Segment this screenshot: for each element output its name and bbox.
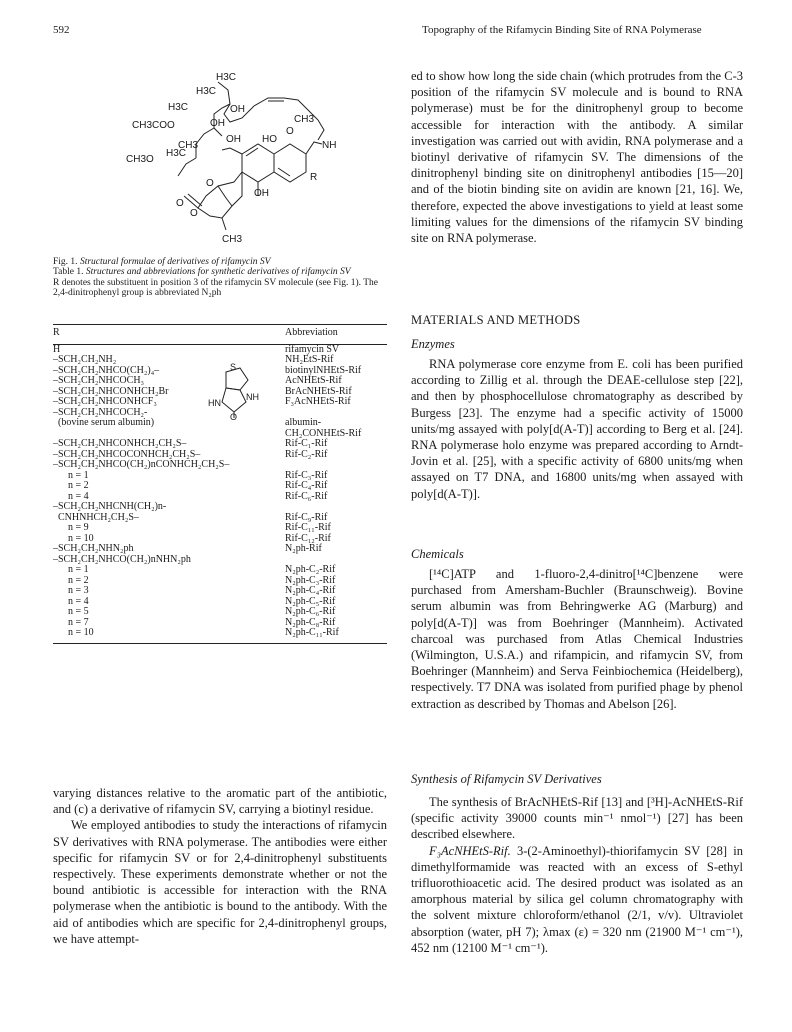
cell-abbreviation: F₃AcNHEtS-Rif (285, 396, 351, 407)
col-header-r: R (53, 325, 285, 345)
table-row (53, 544, 387, 555)
cell-substituent: n = 5 (53, 606, 89, 617)
cell-abbreviation: N₂ph-C₃-Rif (285, 574, 336, 586)
running-title: Topography of the Rifamycin Binding Site of RNA Polymerase (422, 24, 702, 36)
cell-substituent: –SCH₂CH₂NHCOCH₃ (53, 375, 145, 386)
formula-label: H3C (166, 148, 187, 159)
table-row (53, 597, 387, 608)
formula-label: O (286, 126, 294, 137)
figure-caption-lead: Fig. 1. (53, 257, 78, 267)
table-row (53, 555, 387, 566)
paragraph: varying distances relative to the aromatic part of the antibiotic, and (c) a derivative of rifamycin SV, carrying a biotinyl residue. (53, 786, 387, 817)
section-heading-methods: MATERIALS AND METHODS (411, 313, 581, 327)
paragraph: 3-(2-Aminoethyl)-thiorifamycin SV [28] in dimethylformamide was reacted with an excess of S-ethyl trifluorothioacetic acid. The desired product was isolated as an amorphous material by silica gel column chromatography with the solvent mixture chloroform/ethanol (2/1, v/v). Ultraviolet absorption (water, pH 7); λmax (ε) = 320 nm (21900 M⁻¹ cm⁻¹), 452 nm (12100 M⁻¹ cm⁻¹). (411, 843, 743, 955)
paragraph: ed to show how long the side chain (which protrudes from the C-3 position of the rifamycin SV molecule and is bound to RNA polymerase) must be for the dinitrophenyl group to become accessible for interaction with the antibody. A similar investigation was carried out with avidin, RNA polymerase and a biotinyl derivative of rifamycin SV. The dimensions of the dinitrophenyl binding site on dinitrophenyl antibodies [15—20] and of the biotin binding site on avidin are known [21, 16]. We, therefore, expected the above investigations to yield at least some limiting values for the dimensions of the rifamycin SV binding site on RNA polymerase. (411, 69, 743, 246)
cell-substituent: –SCH₂CH₂NHCO(CH₂)nCONHCH₂CH₂S– (53, 459, 230, 470)
enzymes-section (411, 356, 743, 502)
formula-label: OH (210, 118, 225, 129)
cell-abbreviation (285, 460, 387, 471)
table-title-text: Structures and abbreviations for synthetic derivatives of rifamycin SV (85, 267, 351, 277)
formula-label: R (310, 172, 318, 183)
formula-label: H3C (216, 72, 237, 83)
biotin-label: O (230, 412, 238, 420)
cell-abbreviation: albumin- (285, 417, 322, 428)
cell-abbreviation: Rif-C₃-Rif (285, 469, 328, 481)
table-row (53, 628, 387, 643)
cell-abbreviation: Rif-C₆-Rif (285, 490, 328, 502)
cell-abbreviation: N₂ph-C₈-Rif (285, 616, 336, 628)
compound-name: F₃AcNHEtS-Rif. (429, 843, 511, 858)
table-row (53, 576, 387, 587)
cell-substituent: n = 7 (53, 616, 89, 628)
cell-abbreviation: Rif-C₄-Rif (285, 480, 328, 491)
cell-substituent: –SCH₂CH₂NHCO(CH₂)nNHN₂ph (53, 553, 191, 565)
cell-abbreviation: CH₂CONHEtS-Rif (285, 427, 362, 439)
cell-substituent: –SCH₂CH₂NHCONHCH₂Br (53, 385, 169, 397)
table-row (53, 523, 387, 534)
cell-substituent: –SCH₂CH₂NHCONHCF₃ (53, 396, 157, 407)
table-row (53, 471, 387, 482)
formula-label: O (206, 178, 214, 189)
cell-substituent: CNHNHCH₂CH₂S– (53, 511, 139, 523)
cell-substituent: n = 10 (53, 532, 94, 544)
table-title-lead: Table 1. (53, 267, 84, 277)
cell-abbreviation: Rif-C₁₂-Rif (285, 532, 331, 544)
cell-substituent: H (53, 343, 61, 355)
table-row (53, 460, 387, 471)
table-row (53, 586, 387, 597)
cell-substituent: n = 4 (53, 595, 89, 607)
cell-substituent: –SCH₂CH₂NHCO(CH₂)₄– (53, 364, 160, 376)
cell-substituent: –SCH₂CH₂NHN₂ph (53, 543, 134, 554)
cell-substituent: (bovine serum albumin) (53, 417, 155, 428)
formula-label: H3C (196, 86, 217, 97)
formula-label: NH (322, 140, 337, 151)
cell-abbreviation (285, 502, 387, 513)
cell-substituent: –SCH₂CH₂NHCNH(CH₂)n- (53, 501, 167, 512)
biotin-label: S (230, 362, 237, 372)
cell-abbreviation: N₂ph-C₆-Rif (285, 606, 336, 617)
cell-substituent: n = 2 (53, 574, 89, 586)
formula-label: O (176, 198, 184, 209)
cell-abbreviation: AcNHEtS-Rif (285, 375, 342, 386)
cell-substituent: n = 2 (53, 480, 89, 491)
formula-label: OH (230, 104, 245, 115)
cell-substituent: n = 4 (53, 490, 89, 502)
page-number: 592 (53, 24, 70, 36)
subheading-enzymes: Enzymes (411, 337, 455, 351)
subheading-chemicals: Chemicals (411, 547, 464, 561)
formula-label: CH3 (222, 234, 243, 245)
table-note: R denotes the substituent in position 3 of the rifamycin SV molecule (see Fig. 1). The 2,4-dinitrophenyl group is abbreviated N₂ph (53, 277, 378, 298)
paragraph: [¹⁴C]ATP and 1-fluoro-2,4-dinitro[¹⁴C]benzene were purchased from Amersham-Buchler (Braunschweig). Bovine serum albumin was from Behringwerke AG (Marburg) and poly[d(A-T)] was from Boehringer (Mannheim). Activated charcoal was purchased from Atlas Chemical Industries (Wilmington, U.S.A.) and rifampicin, and rifamycin SV, from Boehringer (Mannheim) and Serva Feinbiochemica (Heidelberg), respectively. T7 DNA was isolated from purified phage by phenol extraction as described by Thomas and Abelson [26]. (411, 567, 743, 711)
formula-label: CH3 (178, 140, 199, 151)
col-header-abbreviation: Abbreviation (285, 325, 387, 345)
table-row (53, 565, 387, 576)
chemicals-section (411, 566, 743, 712)
paragraph: RNA polymerase core enzyme from E. coli has been purified according to Zillig et al. through the DEAE-cellulose step [22], and then by phosphocellulose chromatography as described by Burgess [23]. The enzyme had a specific activity of 15000 units/mg assayed with poly[d(A-T)] according to Berg et al. [24]. RNA polymerase holo enzyme was prepared according to Arndt-Jovin et al. [25], with a specific activity of 6800 units/mg when assayed on T7 DNA, and 16800 units/mg when assayed with poly[d(A-T)]. (411, 357, 743, 501)
paragraph: We employed antibodies to study the interactions of rifamycin SV derivatives with RNA polymerase. The antibodies were either specific for rifamycin SV or for 2,4-dinitrophenyl substituents respectively. These experiments demonstrate whether or not the bound antibiotic is accessible for interaction with the RNA polymerase when the antibiotic is bound to the antibody. With the aid of antibodies which are specific for 2,4-dinitrophenyl groups, we have attempt- (53, 818, 387, 946)
table-caption (53, 267, 387, 299)
biotin-ring-structure (206, 362, 266, 420)
cell-abbreviation: BrAcNHEtS-Rif (285, 385, 352, 397)
cell-abbreviation: N₂ph-C₂-Rif (285, 564, 336, 575)
table-row (53, 513, 387, 524)
subheading-synthesis: Synthesis of Rifamycin SV Derivatives (411, 772, 602, 786)
cell-abbreviation: N₂ph-C₅-Rif (285, 595, 336, 607)
cell-substituent: –SCH₂CH₂NHCOCONHCH₂CH₂S– (53, 448, 201, 460)
formula-label: CH3COO (132, 120, 175, 131)
table-row (53, 439, 387, 450)
formula-label: CH3 (294, 114, 315, 125)
formula-label: H3C (168, 102, 189, 113)
biotin-label: HN (208, 398, 221, 408)
figure-caption (53, 257, 270, 267)
synthesis-section (411, 794, 743, 956)
table-row (53, 481, 387, 492)
cell-abbreviation: N₂ph-C₄-Rif (285, 585, 336, 596)
cell-abbreviation: NH₂EtS-Rif (285, 354, 334, 365)
biotin-label: NH (246, 392, 259, 402)
cell-substituent: –SCH₂CH₂NHCOCH₂- (53, 406, 148, 418)
cell-substituent: –SCH₂CH₂NHCONHCH₂CH₂S– (53, 438, 187, 449)
cell-abbreviation: N₂ph-Rif (285, 543, 322, 554)
cell-abbreviation: Rif-C₁₁-Rif (285, 522, 331, 533)
cell-abbreviation: Rif-C₂-Rif (285, 448, 328, 460)
structural-formula-figure (118, 68, 378, 248)
cell-substituent: –SCH₂CH₂NH₂ (53, 354, 117, 365)
cell-substituent: n = 1 (53, 469, 89, 481)
cell-abbreviation: biotinylNHEtS-Rif (285, 364, 362, 376)
formula-label: HO (262, 134, 277, 145)
figure-caption-text: Structural formulae of derivatives of rifamycin SV (79, 257, 271, 267)
formula-label: OH (254, 188, 269, 199)
left-column-text (53, 785, 387, 947)
table-row (53, 607, 387, 618)
cell-substituent: n = 1 (53, 564, 89, 575)
table-row (53, 502, 387, 513)
cell-substituent: n = 10 (53, 628, 285, 643)
cell-abbreviation: Rif-C₁-Rif (285, 438, 328, 449)
formula-label: OH (226, 134, 241, 145)
cell-substituent: n = 9 (53, 522, 89, 533)
formula-label: CH3O (126, 154, 154, 165)
cell-substituent: n = 3 (53, 585, 89, 596)
formula-label: O (190, 208, 198, 219)
paragraph: The synthesis of BrAcNHEtS-Rif [13] and [³H]-AcNHEtS-Rif (specific activity 39000 counts min⁻¹ nmol⁻¹) [27] has been described elsewhere. (411, 795, 743, 842)
cell-abbreviation: N₂ph-C₁₁-Rif (285, 628, 387, 643)
cell-abbreviation: Rif-C₉-Rif (285, 511, 328, 523)
right-column-text (411, 68, 743, 246)
cell-abbreviation: rifamycin SV (285, 343, 340, 355)
